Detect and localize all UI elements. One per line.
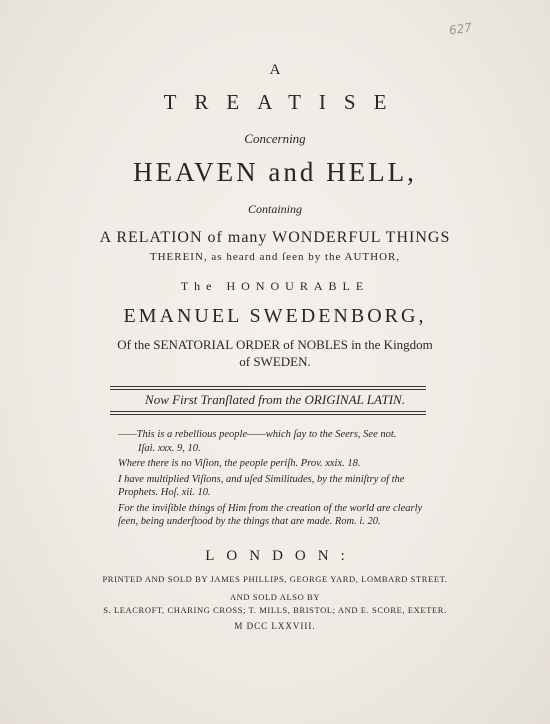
quotation	[118, 457, 430, 471]
translation-note: Now First Tranſlated from the ORIGINAL LATIN.	[145, 392, 405, 407]
quotation-text: Where there is no Viſion, the people periſh. Prov. xxix. 18.	[118, 458, 361, 469]
divider-rule-bottom	[110, 414, 426, 415]
title-heaven-and-hell: HEAVEN and HELL,	[133, 157, 417, 187]
divider-rule-top-thin	[110, 389, 426, 390]
quotation	[118, 502, 430, 529]
imprint-date: M DCC LXXVIII.	[234, 621, 316, 631]
epigraph-quotations	[118, 428, 430, 531]
quotation	[118, 428, 430, 455]
divider-rule-bottom-thin	[110, 411, 426, 412]
imprint-printer: PRINTED AND SOLD BY JAMES PHILLIPS, GEORGE YARD, LOMBARD STREET.	[102, 574, 448, 584]
author-order-line1: Of the SENATORIAL ORDER of NOBLES in the Kingdom	[117, 337, 433, 352]
title-containing: Containing	[247, 202, 302, 216]
title-treatise: TREATISE	[163, 90, 405, 114]
author-name: EMANUEL SWEDENBORG,	[123, 305, 427, 327]
imprint-city: LONDON:	[205, 548, 357, 564]
quotation-text: For the inviſible things of Him from the creation of the world are clearly ſeen, being underſtood by the things that are made. Rom. i. 20.	[118, 502, 423, 527]
quotation	[118, 473, 430, 500]
divider-rule-top	[110, 386, 426, 387]
quotation-text: I have multiplied Viſions, and uſed Similitudes, by the miniſtry of the Prophets. Hoſ. xii. 10.	[118, 473, 405, 498]
title-concerning: Concerning	[244, 131, 306, 146]
title-article: A	[269, 62, 281, 78]
title-relation: A RELATION of many WONDERFUL THINGS	[99, 229, 451, 246]
title-therein: THEREIN, as heard and ſeen by the AUTHOR,	[149, 251, 401, 263]
quotation-text: ——This is a rebellious people——which ſay to the Seers, See not.	[118, 429, 397, 440]
imprint-sellers: S. LEACROFT, CHARING CROSS; T. MILLS, BRISTOL; AND E. SCORE, EXETER.	[103, 605, 447, 615]
imprint-sold-also: AND SOLD ALSO BY	[229, 592, 321, 602]
author-order-line2: of SWEDEN.	[239, 354, 311, 369]
title-honourable: The HONOURABLE	[180, 279, 370, 293]
pencil-annotation: 627	[448, 20, 473, 38]
quotation-reference: Iſai. xxx. 9, 10.	[138, 442, 201, 454]
